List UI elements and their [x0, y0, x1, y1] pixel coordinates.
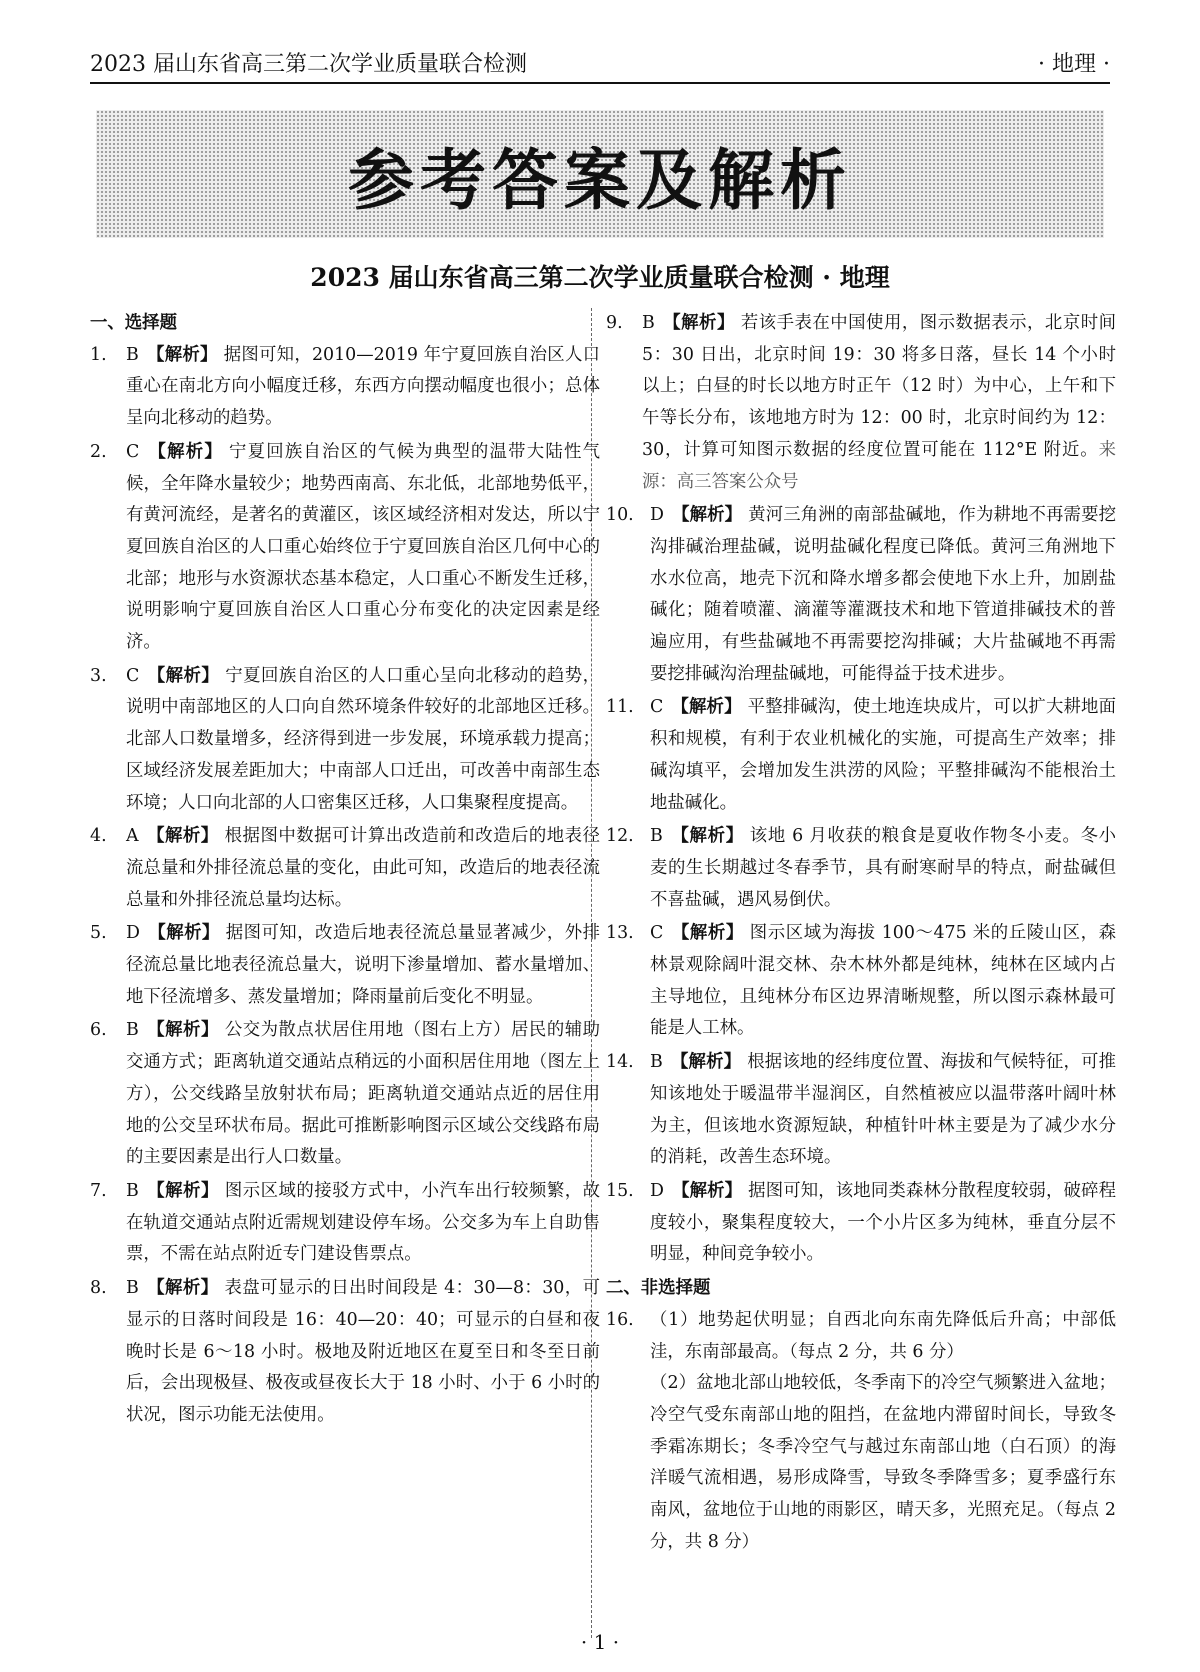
analysis-tag: 【解析】 [671, 1180, 743, 1201]
analysis-tag: 【解析】 [147, 441, 223, 462]
analysis-tag: 【解析】 [671, 505, 743, 526]
document-subtitle: 2023 届山东省高三第二次学业质量联合检测 · 地理 [310, 263, 890, 292]
item-text: 黄河三角洲的南部盐碱地，作为耕地不再需要挖沟排碱治理盐碱，说明盐碱化程度已降低。黄河三角洲地下水水位高，地壳下沉和降水增多都会使地下水上升，加剧盐碱化；随着喷灌、滴灌等灌溉技术和地下管道排碱技术的普遍应用，有些盐碱地不再需要挖沟排碱；大片盐碱地不再需要挖排碱沟治理盐碱地，可能得益于技术进步。 [650, 505, 1116, 684]
analysis-tag: 【解析】 [147, 665, 220, 686]
answer-item-7 [90, 1176, 600, 1271]
title-banner [96, 110, 1104, 238]
left-column [90, 308, 600, 1434]
item-text: 平整排碱沟，使土地连块成片，可以扩大耕地面积和规模，有利于农业机械化的实施，可提高生产效率；排碱沟填平，会增加发生洪涝的风险；平整排碱沟不能根治土地盐碱化。 [650, 697, 1116, 813]
analysis-tag: 【解析】 [670, 1052, 742, 1073]
item-answer: B [126, 344, 139, 365]
item-text: 据图可知，该地同类森林分散程度较弱，破碎程度较小，聚集程度较大，一个小片区多为纯林，垂直分层不明显，种间竞争较小。 [650, 1180, 1116, 1265]
item-number: 1. [90, 344, 107, 365]
item-text: 表盘可显示的日出时间段是 4：30—8：30，可显示的日落时间段是 16：40—20：40；可显示的白昼和夜晚时长是 6～18 小时。极地及附近地区在夏至日和冬至日前后，会出现极昼、极夜或昼夜长大于 18 小时、小于 6 小时的状况，图示功能无法使用。 [126, 1278, 600, 1425]
source-note: 来源：高三答案公众号 [642, 439, 1116, 492]
item-text: 公交为散点状居住用地（图右上方）居民的辅助交通方式；距离轨道交通站点稍远的小面积居住用地（图左上方），公交线路呈放射状布局；距离轨道交通站点近的居住用地的公交呈环状布局。据此可推断影响图示区域公交线路布局的主要因素是出行人口数量。 [126, 1020, 600, 1168]
answer-item-10 [606, 500, 1116, 690]
answer-item-5 [90, 918, 600, 1013]
header-subject: · 地理 · [1038, 52, 1110, 77]
header-exam-title: 2023 届山东省高三第二次学业质量联合检测 [90, 52, 527, 77]
answer-item-2 [90, 437, 600, 659]
answer-item-9 [606, 308, 1116, 498]
item-text: 据图可知，改造后地表径流总量显著减少，外排径流总量比地表径流总量大，说明下渗量增加、蓄水量增加、地下径流增多、蒸发量增加；降雨量前后变化不明显。 [126, 923, 600, 1007]
item-answer: B [642, 313, 655, 333]
item-number: 5. [90, 923, 107, 944]
item-text: 图示区域为海拔 100～475 米的丘陵山区，森林景观除阔叶混交林、杂木林外都是纯林，纯林在区域内占主导地位，且纯林分布区边界清晰规整，所以图示森林最可能是人工林。 [650, 923, 1116, 1039]
answer-item-3 [90, 661, 600, 820]
item-number: 16. [606, 1309, 634, 1330]
item-text: 根据图中数据可计算出改造前和改造后的地表径流总量和外排径流总量的变化，由此可知，改造后的地表径流总量和外排径流总量均达标。 [126, 826, 600, 910]
analysis-tag: 【解析】 [146, 344, 218, 365]
analysis-tag: 【解析】 [146, 1278, 219, 1299]
analysis-tag: 【解析】 [146, 1020, 219, 1041]
running-header [90, 50, 1110, 84]
answer-item-11 [606, 692, 1116, 819]
item-answer: D [650, 1180, 664, 1201]
item-number: 2. [90, 441, 107, 462]
item-number: 13. [606, 923, 634, 944]
analysis-tag: 【解析】 [662, 313, 735, 333]
right-column [606, 308, 1116, 1560]
item-number: 9. [606, 313, 623, 333]
item-text: 该地 6 月收获的粮食是夏收作物冬小麦。冬小麦的生长期越过冬春季节，具有耐寒耐旱的特点，耐盐碱但不喜盐碱，遇风易倒伏。 [650, 826, 1116, 910]
answer-item-1 [90, 340, 600, 435]
analysis-tag: 【解析】 [146, 1180, 219, 1201]
answer-item-14 [606, 1047, 1116, 1174]
item-answer: D [650, 505, 664, 526]
banner-title: 参考答案及解析 [348, 141, 852, 219]
item-answer: B [126, 1278, 139, 1299]
item-answer: D [126, 923, 140, 944]
item-text: 图示区域的接驳方式中，小汽车出行较频繁，故在轨道交通站点附近需规划建设停车场。公交多为车上自助售票，不需在站点附近专门建设售票点。 [126, 1180, 600, 1265]
item-part-2: （2）盆地北部山地较低，冬季南下的冷空气频繁进入盆地；冷空气受东南部山地的阻挡，在盆地内滞留时间长，导致冬季霜冻期长；冬季冷空气与越过东南部山地（白石顶）的海洋暖气流相遇，易形成降雪，导致冬季降雪多；夏季盛行东南风，盆地位于山地的雨影区，晴天多，光照充足。（每点 2 分，共 8 分） [650, 1373, 1116, 1552]
analysis-tag: 【解析】 [671, 923, 744, 944]
item-number: 3. [90, 665, 107, 686]
item-number: 7. [90, 1180, 107, 1201]
answer-item-6 [90, 1015, 600, 1174]
answer-item-12 [606, 821, 1116, 916]
item-answer: C [650, 923, 664, 944]
answer-item-4 [90, 821, 600, 916]
item-text: 据图可知，2010—2019 年宁夏回族自治区人口重心在南北方向小幅度迁移，东西方向摆动幅度也很小；总体呈向北移动的趋势。 [126, 344, 600, 429]
item-text: 根据该地的经纬度位置、海拔和气候特征，可推知该地处于暖温带半湿润区，自然植被应以温带落叶阔叶林为主，但该地水资源短缺，种植针叶林主要是为了减少水分的消耗，改善生态环境。 [650, 1052, 1116, 1168]
item-number: 15. [606, 1180, 634, 1201]
section-title-choice: 一、选择题 [90, 313, 177, 333]
item-number: 4. [90, 826, 107, 847]
item-number: 8. [90, 1278, 107, 1299]
item-number: 12. [606, 826, 634, 847]
item-answer: B [126, 1180, 139, 1201]
answer-item-15 [606, 1176, 1116, 1271]
answer-item-8 [90, 1273, 600, 1432]
item-number: 6. [90, 1020, 107, 1041]
item-number: 11. [606, 697, 634, 718]
item-answer: B [650, 1052, 663, 1073]
item-number: 14. [606, 1052, 634, 1073]
analysis-tag: 【解析】 [147, 923, 220, 944]
page-number: · 1 · [580, 1630, 620, 1654]
analysis-tag: 【解析】 [671, 697, 742, 718]
item-text: 若该手表在中国使用，图示数据表示，北京时间 5：30 日出，北京时间 19：30 将多日落，昼长 14 个小时以上；白昼的时长以地方时正午（12 时）为中心，上午和下午等长分布，该地地方时为 12：00 时，北京时间约为 12：30，计算可知图示数据的经度位置可能在 112°E 附近。 [642, 313, 1116, 460]
analysis-tag: 【解析】 [146, 826, 219, 847]
item-answer: C [650, 697, 664, 718]
item-answer: C [126, 441, 140, 462]
analysis-tag: 【解析】 [670, 826, 744, 847]
item-text: 宁夏回族自治区的人口重心呈向北移动的趋势，说明中南部地区的人口向自然环境条件较好的北部地区迁移。北部人口数量增多，经济得到进一步发展，环境承载力提高；区域经济发展差距加大；中南部人口迁出，可改善中南部生态环境；人口向北部的人口密集区迁移，人口集聚程度提高。 [126, 665, 600, 813]
answer-item-16 [606, 1305, 1116, 1559]
item-answer: C [126, 665, 140, 686]
item-answer: B [126, 1020, 139, 1041]
section-title-nonchoice: 二、非选择题 [606, 1278, 711, 1299]
item-text: 宁夏回族自治区的气候为典型的温带大陆性气候，全年降水量较少；地势西南高、东北低，北部地势低平，有黄河流经，是著名的黄灌区，该区域经济相对发达，所以宁夏回族自治区的人口重心始终位于宁夏回族自治区几何中心的北部；地形与水资源状态基本稳定，人口重心不断发生迁移，说明影响宁夏回族自治区人口重心分布变化的决定因素是经济。 [126, 441, 600, 653]
item-number: 10. [606, 505, 634, 526]
item-answer: A [126, 826, 139, 847]
answer-item-13 [606, 918, 1116, 1045]
item-answer: B [650, 826, 663, 847]
item-part-1: （1）地势起伏明显；自西北向东南先降低后升高；中部低洼，东南部最高。（每点 2 分，共 6 分） [650, 1309, 1116, 1362]
